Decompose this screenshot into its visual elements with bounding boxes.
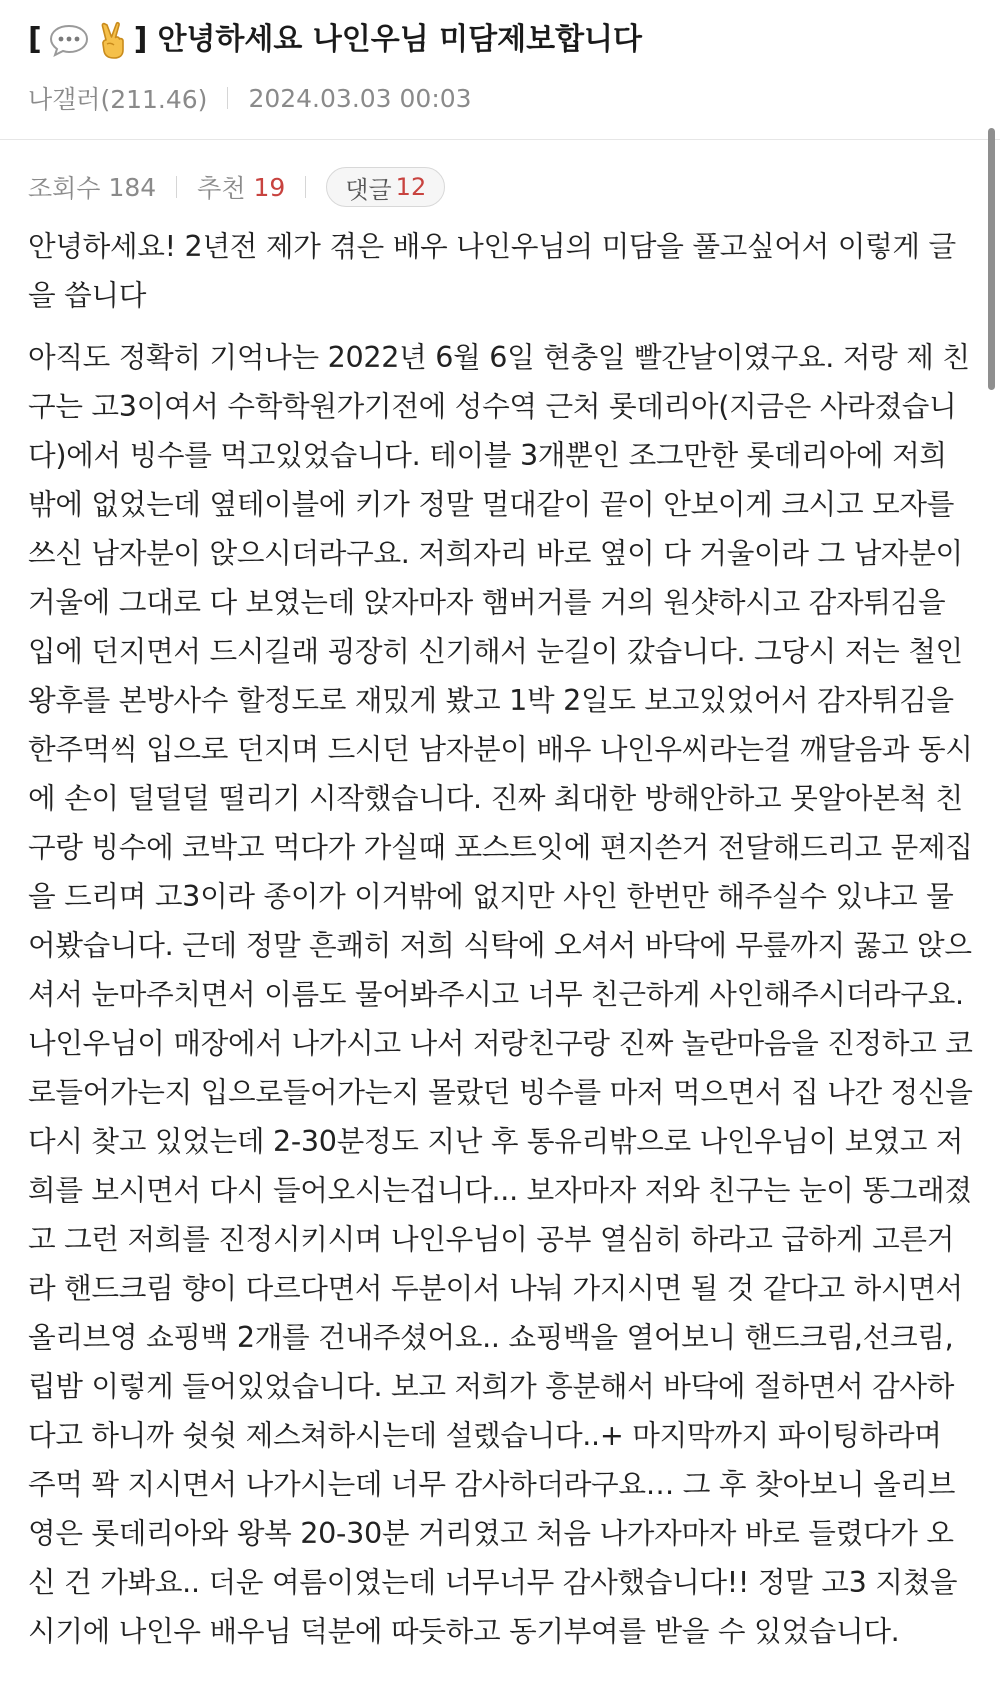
recommend-count: 19 <box>253 172 286 202</box>
recommend-label: 추천 <box>197 174 246 203</box>
meta-divider <box>227 87 228 109</box>
stats-divider <box>176 176 177 198</box>
comments-count: 12 <box>395 173 427 201</box>
post-date: 2024.03.03 00:03 <box>248 83 472 113</box>
content-paragraph: 아직도 정확히 기억나는 2022년 6월 6일 현충일 빨간날이였구요. 저랑 제 친구는 고3이여서 수학학원가기전에 성수역 근처 롯데리아(지금은 사라졌습니다)에서 빙수를 먹고있었습니다. 테이블 3개뿐인 조그만한 롯데리아에 저희밖에 없었는데 옆테이블에 키가 정말 멀대같이 끝이 안보이게 크시고 모자를 쓰신 남자분이 앉으시더라구요. 저희자리 바로 옆이 다 거울이라 그 남자분이 거울에 그대로 다 보였는데 앉자마자 햄버거를 거의 원샷하시고 감자튀김을 입에 던지면서 드시길래 굉장히 신기해서 눈길이 갔습니다. 그당시 저는 철인왕후를 본방사수 할정도로 재밌게 봤고 1박 2일도 보고있었어서 감자튀김을 한주먹씩 입으로 던지며 드시던 남자분이 배우 나인우씨라는걸 깨달음과 동시에 손이 덜덜덜 떨리기 시작했습니다. 진짜 최대한 방해안하고 못알아본척 친구랑 빙수에 코박고 먹다가 가실때 포스트잇에 편지쓴거 전달해드리고 문제집을 드리며 고3이라 종이가 이거밖에 없지만 사인 한번만 해주실수 있냐고 물어봤습니다. 근데 정말 흔쾌히 저희 식탁에 오셔서 바닥에 무릎까지 꿇고 앉으셔서 눈마주치면서 이름도 물어봐주시고 너무 친근하게 사인해주시더라구요. 나인우님이 매장에서 나가시고 나서 저랑친구랑 진짜 놀란마음을 진정하고 코로들어가는지 입으로들어가는지 몰랐던 빙수를 마저 먹으면서 집 나간 정신을 다시 찾고 있었는데 2-30분정도 지난 후 통유리밖으로 나인우님이 보였고 저희를 보시면서 다시 들어오시는겁니다... 보자마자 저와 친구는 눈이 똥그래졌고 그런 저희를 진정시키시며 나인우님이 공부 열심히 하라고 급하게 고른거라 핸드크림 향이 다르다면서 두분이서 나눠 가지시면 될 것 같다고 하시면서 올리브영 쇼핑백 2개를 건내주셨어요.. 쇼핑백을 열어보니 핸드크림,선크림, 립밤 이렇게 들어있었습니다. 보고 저희가 흥분해서 바닥에 절하면서 감사하다고 하니까 쉿쉿 제스쳐하시는데 설렜습니다..+ 마지막까지 파이팅하라며 주먹 꽉 지시면서 나가시는데 너무 감사하더라구요… 그 후 찾아보니 올리브영은 롯데리아와 왕복 20-30분 거리였고 처음 나가자마자 바로 들렸다가 오신 건 가봐요.. 더운 여름이였는데 너무너무 감사했습니다!! 정말 고3 지쳤을 시기에 나인우 배우님 덕분에 따듯하고 동기부여를 받을 수 있었습니다. <box>28 340 973 1648</box>
content-paragraph: 안녕하세요! 2년전 제가 겪은 배우 나인우님의 미담을 풀고싶어서 이렇게 글을 씁니다 <box>28 229 956 312</box>
comments-label: 댓글 <box>345 175 392 204</box>
header-divider <box>0 139 1000 140</box>
scrollbar-thumb[interactable] <box>988 128 995 390</box>
views-count: 184 <box>108 172 157 202</box>
title-bracket-close: ] <box>133 22 148 57</box>
post-stats <box>28 166 445 208</box>
post-title-text: 안녕하세요 나인우님 미담제보합니다 <box>157 22 643 57</box>
author-name[interactable]: 나갤러(211.46) <box>28 85 208 114</box>
victory-hand-icon <box>96 20 130 60</box>
post-header <box>28 14 960 116</box>
title-bracket-open: [ <box>28 22 42 57</box>
post-title <box>28 14 960 66</box>
comments-button[interactable] <box>326 167 445 207</box>
speech-bubble-icon <box>48 23 90 57</box>
stats-divider <box>305 176 306 198</box>
post-meta <box>28 80 960 116</box>
post-content <box>28 222 973 1669</box>
views-label: 조회수 <box>28 174 101 203</box>
